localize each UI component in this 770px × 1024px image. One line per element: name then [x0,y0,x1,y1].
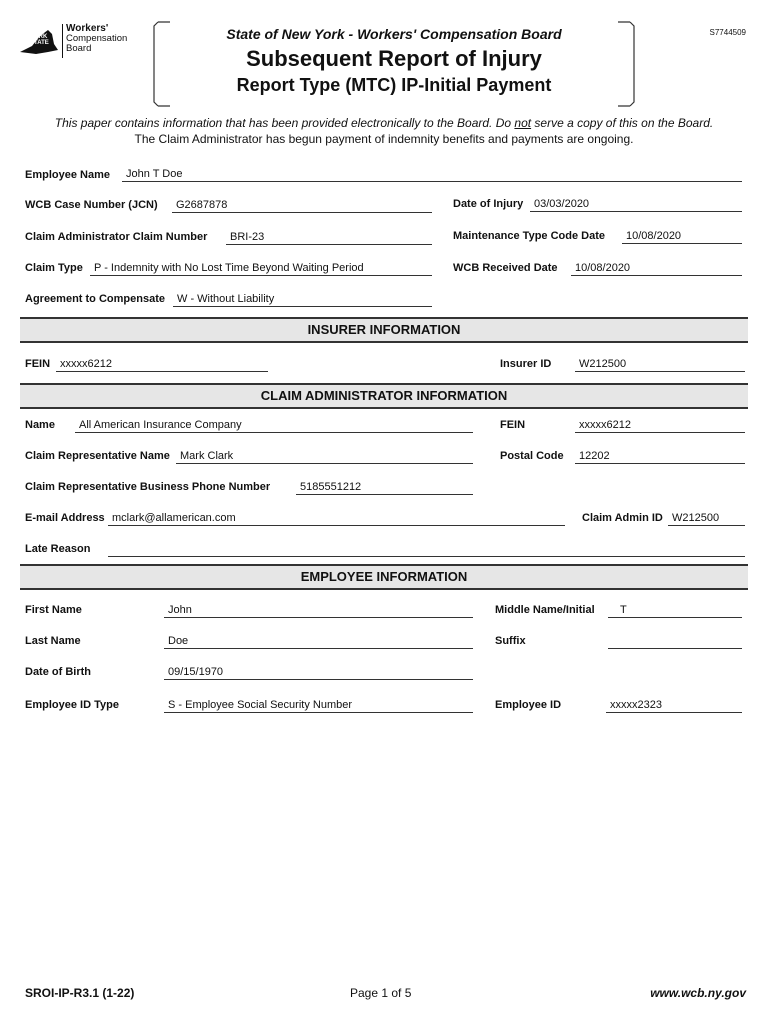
rep-name-field[interactable]: Mark Clark [176,450,473,464]
suffix-field[interactable] [608,635,742,649]
email-field[interactable]: mclark@allamerican.com [108,512,565,526]
insurer-id-label: Insurer ID [500,358,552,370]
middle-name-label: Middle Name/Initial [495,604,595,616]
first-name-field[interactable]: John [164,604,473,618]
late-reason-label: Late Reason [25,543,91,555]
rep-phone-label: Claim Representative Business Phone Number [25,481,271,493]
last-name-field[interactable]: Doe [164,635,473,649]
employee-name-field[interactable]: John T Doe [122,168,742,182]
date-of-injury-label: Date of Injury [453,198,524,210]
form-title: Subsequent Report of Injury [246,46,542,71]
logo-compensation: Compensation [66,33,128,44]
logo-new: NEW [30,28,44,34]
notice-line2: The Claim Administrator has begun payment of indemnity benefits and payments are ongoing. [134,132,634,146]
id-type-field[interactable]: S - Employee Social Security Number [164,699,473,713]
ca-claim-number-field[interactable]: BRI-23 [226,231,432,245]
ca-name-label: Name [25,419,55,431]
claim-admin-section-header: CLAIM ADMINISTRATOR INFORMATION [20,383,748,409]
id-type-label: Employee ID Type [25,699,119,711]
maintenance-type-field[interactable]: 10/08/2020 [622,230,742,244]
notice-line1: This paper contains information that has been provided electronically to the Board. Do not serve a copy of this on the Board. [54,116,714,130]
insurer-fein-field[interactable]: xxxxx6212 [56,358,268,372]
logo-workers: Workers' [66,23,109,34]
employee-name-label: Employee Name [25,169,110,181]
email-label: E-mail Address [25,512,105,524]
middle-name-field[interactable]: T [608,604,742,618]
agreement-field[interactable]: W - Without Liability [173,293,432,307]
insurer-section-header: INSURER INFORMATION [20,317,748,343]
dob-label: Date of Birth [25,666,91,678]
footer-form-code: SROI-IP-R3.1 (1-22) [25,986,135,1000]
claim-admin-id-field[interactable]: W212500 [668,512,745,526]
logo-board: Board [66,43,92,54]
postal-code-label: Postal Code [500,450,564,462]
employee-id-field[interactable]: xxxxx2323 [606,699,742,713]
agreement-label: Agreement to Compensate [25,293,165,305]
ca-fein-field[interactable]: xxxxx6212 [575,419,745,433]
wcb-case-field[interactable]: G2687878 [172,199,432,213]
dob-field[interactable]: 09/15/1970 [164,666,473,680]
insurer-id-field[interactable]: W212500 [575,358,745,372]
logo-york: YORK [30,34,48,40]
employee-section-header: EMPLOYEE INFORMATION [20,564,748,590]
insurer-fein-label: FEIN [25,358,51,370]
maintenance-type-label: Maintenance Type Code Date [453,230,605,242]
rep-phone-field[interactable]: 5185551212 [296,481,473,495]
header-frame [152,20,636,108]
claim-type-field[interactable]: P - Indemnity with No Lost Time Beyond Waiting Period [90,262,432,276]
ca-name-field[interactable]: All American Insurance Company [75,419,473,433]
last-name-label: Last Name [25,635,81,647]
wcb-received-label: WCB Received Date [453,262,558,274]
postal-code-field[interactable]: 12202 [575,450,745,464]
late-reason-field[interactable] [108,543,745,557]
footer-website[interactable]: www.wcb.ny.gov [650,986,746,1000]
claim-type-label: Claim Type [25,262,83,274]
suffix-label: Suffix [495,635,526,647]
logo-state: STATE [30,40,49,46]
wcb-case-label: WCB Case Number (JCN) [25,199,158,211]
wcb-logo [18,22,138,62]
first-name-label: First Name [25,604,82,616]
employee-id-label: Employee ID [495,699,562,711]
ca-fein-label: FEIN [500,419,526,431]
footer-page-number: Page 1 of 5 [350,986,412,1000]
wcb-received-field[interactable]: 10/08/2020 [571,262,742,276]
rep-name-label: Claim Representative Name [25,450,170,462]
form-number: S7744509 [709,28,746,37]
report-type: Report Type (MTC) IP-Initial Payment [236,75,552,95]
state-title: State of New York - Workers' Compensation Board [226,26,562,42]
ca-claim-number-label: Claim Administrator Claim Number [25,231,208,243]
date-of-injury-field[interactable]: 03/03/2020 [530,198,742,212]
claim-admin-id-label: Claim Admin ID [582,512,663,524]
